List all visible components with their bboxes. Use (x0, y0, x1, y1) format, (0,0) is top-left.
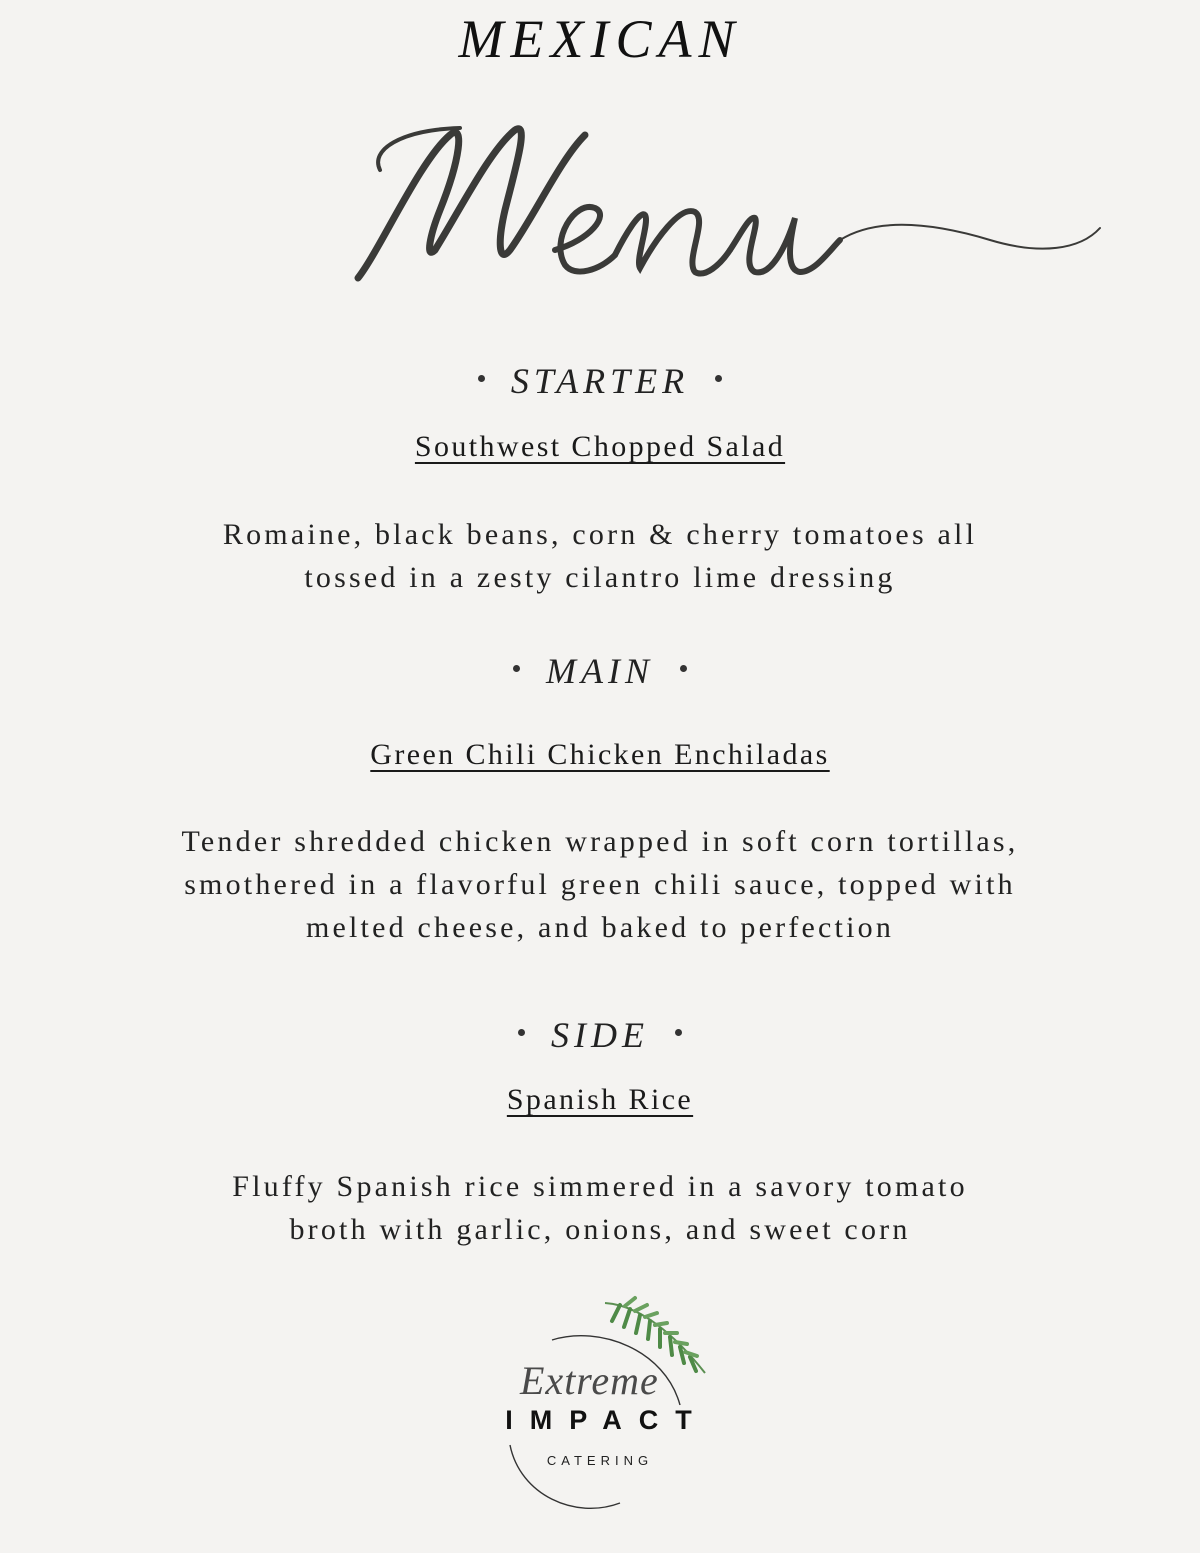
bullet-dot (715, 375, 722, 382)
description-line: melted cheese, and baked to perfection (305, 911, 895, 944)
dish-description-starter (0, 513, 1200, 599)
caterer-logo (480, 1295, 720, 1530)
section-heading-main (0, 650, 1200, 692)
description-line: Tender shredded chicken wrapped in soft corn tortillas, (181, 825, 1019, 858)
logo-sub-text: CATERING (546, 1453, 654, 1468)
section-heading-side (0, 1014, 1200, 1056)
description-line: Fluffy Spanish rice simmered in a savory tomato (232, 1170, 968, 1203)
section-heading-label: STARTER (510, 361, 690, 401)
bullet-dot (518, 1029, 525, 1036)
section-heading-label: SIDE (551, 1015, 649, 1055)
logo-script-text: Extreme (520, 1358, 659, 1403)
section-heading-label: MAIN (546, 651, 654, 691)
menu-cuisine-title: MEXICAN (458, 9, 742, 69)
description-line: smothered in a flavorful green chili sauce, topped with (184, 868, 1016, 901)
dish-name-main (0, 738, 1200, 772)
bullet-dot (680, 665, 687, 672)
dish-name-label: Southwest Chopped Salad (414, 430, 786, 463)
description-line: broth with garlic, onions, and sweet corn (289, 1213, 911, 1246)
menu-script-title (340, 100, 1130, 300)
bullet-dot (675, 1029, 682, 1036)
description-line: Romaine, black beans, corn & cherry tomatoes all (222, 518, 978, 551)
dish-description-main (0, 820, 1200, 949)
dish-name-side (0, 1083, 1200, 1117)
dish-description-side (0, 1165, 1200, 1251)
dish-name-label: Green Chili Chicken Enchiladas (370, 738, 830, 771)
section-heading-starter (0, 360, 1200, 402)
dish-name-label: Spanish Rice (506, 1083, 694, 1116)
bullet-dot (478, 375, 485, 382)
logo-main-text: IMPACT (505, 1405, 709, 1435)
description-line: tossed in a zesty cilantro lime dressing (304, 561, 896, 594)
bullet-dot (513, 665, 520, 672)
dish-name-starter (0, 430, 1200, 464)
